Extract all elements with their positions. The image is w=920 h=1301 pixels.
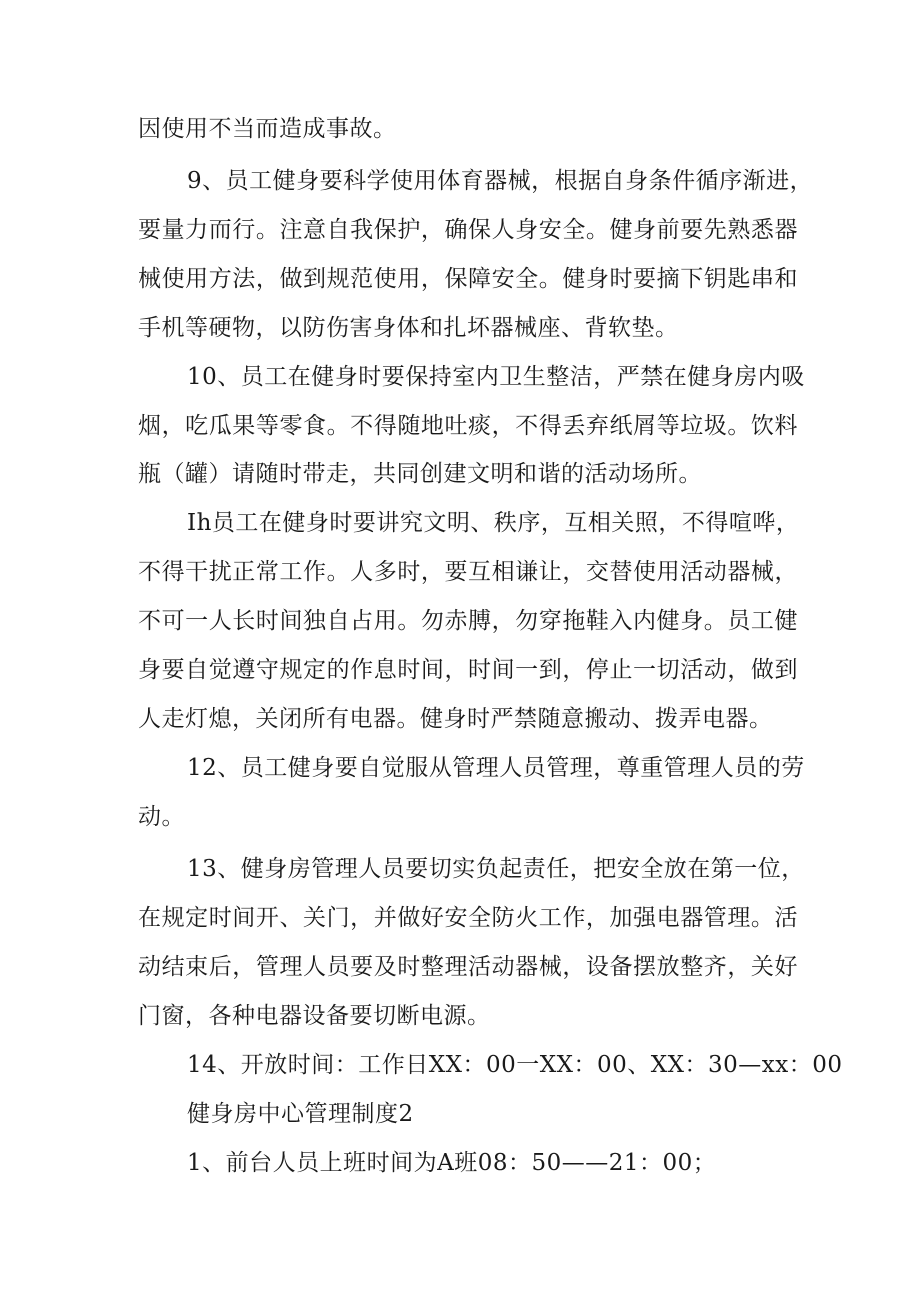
rule-10-line-1: 10、员工在健身时要保持室内卫生整洁，严禁在健身房内吸 — [187, 364, 805, 390]
rule-13-line-4: 门窗，各种电器设备要切断电源。 — [138, 1003, 491, 1029]
rule-13-line-1: 13、健身房管理人员要切实负起责任，把安全放在第一位， — [187, 856, 805, 882]
rule-13-line-2: 在规定时间开、关门，并做好安全防火工作，加强电器管理。活 — [138, 905, 798, 931]
rule-9-line-4: 手机等硬物，以防伤害身体和扎坏器械座、背软垫。 — [138, 315, 679, 341]
rule-11-line-1: Ih员工在健身时要讲究文明、秩序，互相关照，不得喧哗， — [187, 510, 800, 536]
rule-9-line-2: 要量力而行。注意自我保护，确保人身安全。健身前要先熟悉器 — [138, 217, 798, 243]
rule-12-line-1: 12、员工健身要自觉服从管理人员管理，尊重管理人员的劳 — [187, 755, 805, 781]
rule-11-line-5: 人走灯熄，关闭所有电器。健身时严禁随意搬动、拨弄电器。 — [138, 706, 773, 732]
rule-11-line-4: 身要自觉遵守规定的作息时间，时间一到，停止一切活动，做到 — [138, 657, 798, 683]
rule-11-line-2: 不得干扰正常工作。人多时，要互相谦让，交替使用活动器械， — [138, 559, 798, 585]
rule-10-line-3: 瓶（罐）请随时带走，共同创建文明和谐的活动场所。 — [138, 461, 702, 487]
rule-11-line-3: 不可一人长时间独自占用。勿赤膊，勿穿拖鞋入内健身。员工健 — [138, 608, 798, 634]
section-2-rule-1: 1、前台人员上班时间为A班08：50——21：00； — [187, 1150, 717, 1176]
rule-12-line-2: 动。 — [138, 804, 185, 830]
rule-13-line-3: 动结束后，管理人员要及时整理活动器械，设备摆放整齐，关好 — [138, 954, 798, 980]
rule-9-line-3: 械使用方法，做到规范使用，保障安全。健身时要摘下钥匙串和 — [138, 266, 798, 292]
rule-9-line-1: 9、员工健身要科学使用体育器械，根据自身条件循序渐进， — [187, 168, 814, 194]
rule-10-line-2: 烟，吃瓜果等零食。不得随地吐痰，不得丢弃纸屑等垃圾。饮料 — [138, 413, 798, 439]
text-line-continuation: 因使用不当而造成事故。 — [138, 116, 397, 142]
section-heading: 健身房中心管理制度2 — [187, 1101, 414, 1127]
rule-14-opening-hours: 14、开放时间：工作日XX：00一XX：00、XX：30—xx：00 — [187, 1052, 843, 1078]
